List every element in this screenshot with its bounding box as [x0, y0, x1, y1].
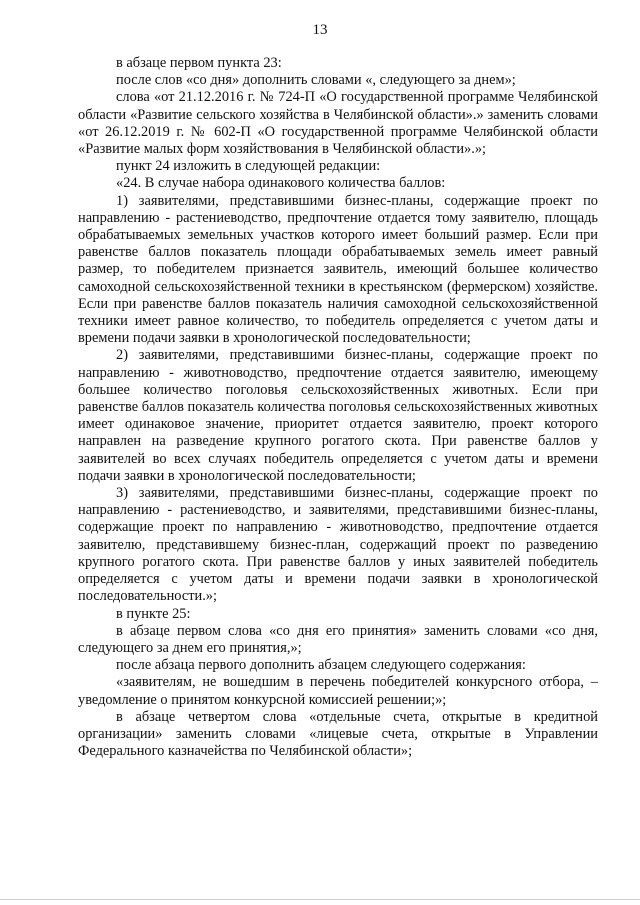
paragraph: слова «от 21.12.2016 г. № 724-П «О государственной программе Челябинской области «Развитие сельского хозяйства в Челябинской области».» заменить словами «от 26.12.2019 г. № 602-П «О государственной программе Челябинской области «Развитие малых форм хозяйствования в Челябинской области».»;: [78, 89, 598, 158]
paragraph: после слов «со дня» дополнить словами «, следующего за днем»;: [116, 72, 516, 89]
paragraph: в пункте 25:: [116, 605, 191, 622]
paragraph: в абзаце первом слова «со дня его принятия» заменить словами «со дня, следующего за днем его принятия,»;: [78, 622, 598, 656]
paragraph: пункт 24 изложить в следующей редакции:: [116, 158, 381, 175]
paragraph: «заявителям, не вошедшим в перечень победителей конкурсного отбора, – уведомление о принятом конкурсной комиссией решении;»;: [78, 674, 598, 708]
paragraph: в абзаце первом пункта 23:: [116, 55, 282, 71]
paragraph: 3) заявителями, представившими бизнес-планы, содержащие проект по направлению - растениеводство, и заявителями, представившими бизнес-планы, содержащие проект по направлению - животноводство, предпочтение отдается заявителю, представившему бизнес-план, содержащий проект по разведению крупного рогатого скота. При равенстве баллов у иных заявителей победитель определяется с учетом даты и времени подачи заявки в хронологической последовательности.»;: [78, 485, 598, 605]
paragraph: «24. В случае набора одинакового количества баллов:: [116, 175, 446, 192]
paragraph: 1) заявителями, представившими бизнес-планы, содержащие проект по направлению - растениеводство, предпочтение отдается тому заявителю, площадь обрабатываемых земельных участков которого имеет больший размер. Если при равенстве баллов показатель площади обрабатываемых земель имеет равный размер, то победителем признается заявитель, имеющий большее количество самоходной сельскохозяйственной техники в крестьянском (фермерском) хозяйстве. Если при равенстве баллов показатель наличия самоходной сельскохозяйственной техники имеет равное количество, то победитель определяется с учетом даты и времени подачи заявки в хронологической последовательности;: [78, 192, 598, 347]
paragraph: 2) заявителями, представившими бизнес-планы, содержащие проект по направлению - животноводство, предпочтение отдается заявителю, имеющему большее количество поголовья сельскохозяйственных животных. Если при равенстве баллов показатель количества поголовья сельскохозяйственных животных имеет одинаковое значение, приоритет отдается заявителю, проект которого направлен на разведение крупного рогатого скота. При равенстве баллов у заявителей во всех случаях победитель определяется с учетом даты и времени подачи заявки в хронологической последовательности;: [78, 347, 598, 484]
paragraph: в абзаце четвертом слова «отдельные счета, открытые в кредитной организации» заменить словами «лицевые счета, открытые в Управлении Федерального казначейства по Челябинской области»;: [78, 708, 598, 760]
document-body: [78, 55, 598, 760]
page-number: 13: [312, 22, 328, 38]
paragraph: после абзаца первого дополнить абзацем следующего содержания:: [116, 657, 526, 674]
page-bottom-edge: [0, 899, 640, 900]
